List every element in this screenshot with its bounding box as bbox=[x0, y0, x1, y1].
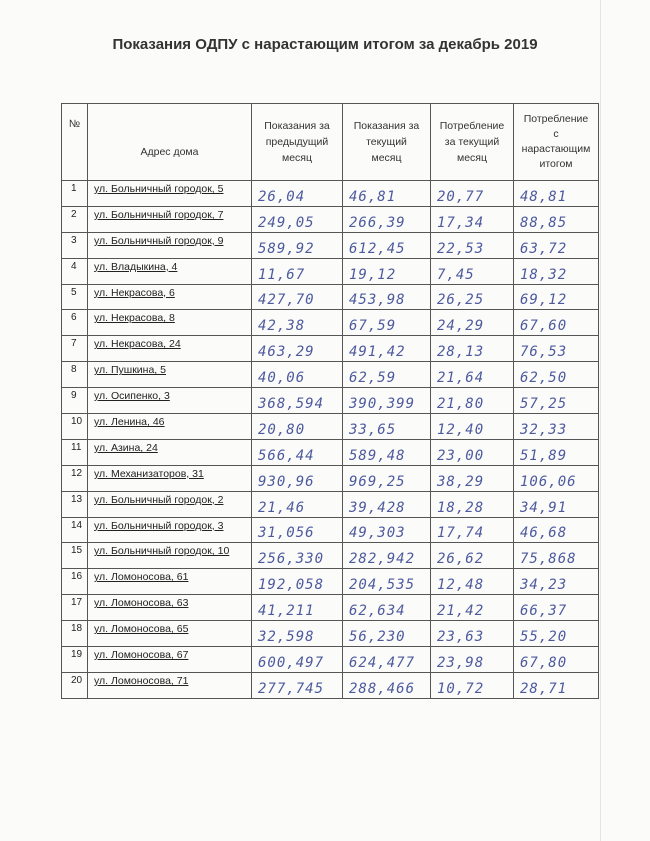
row-number: 2 bbox=[62, 206, 88, 232]
row-cumulative: 34,91 bbox=[514, 491, 599, 517]
row-cumulative: 28,71 bbox=[514, 672, 599, 698]
row-number: 11 bbox=[62, 439, 88, 465]
row-cumulative: 76,53 bbox=[514, 336, 599, 362]
row-prev-reading: 463,29 bbox=[252, 336, 343, 362]
row-address: ул. Ломоносова, 67 bbox=[88, 647, 252, 673]
row-prev-reading: 32,598 bbox=[252, 621, 343, 647]
row-cumulative: 66,37 bbox=[514, 595, 599, 621]
row-consumption: 17,74 bbox=[431, 517, 514, 543]
row-number: 14 bbox=[62, 517, 88, 543]
row-cumulative: 34,23 bbox=[514, 569, 599, 595]
row-curr-reading: 62,634 bbox=[343, 595, 431, 621]
row-prev-reading: 42,38 bbox=[252, 310, 343, 336]
row-curr-reading: 589,48 bbox=[343, 439, 431, 465]
row-consumption: 21,80 bbox=[431, 388, 514, 414]
row-cumulative: 18,32 bbox=[514, 258, 599, 284]
row-number: 19 bbox=[62, 647, 88, 673]
row-prev-reading: 368,594 bbox=[252, 388, 343, 414]
row-consumption: 23,98 bbox=[431, 647, 514, 673]
row-address: ул. Больничный городок, 2 bbox=[88, 491, 252, 517]
row-curr-reading: 19,12 bbox=[343, 258, 431, 284]
header-cumulative: Потребление с нарастающим итогом bbox=[514, 104, 599, 181]
row-curr-reading: 288,466 bbox=[343, 672, 431, 698]
row-prev-reading: 26,04 bbox=[252, 181, 343, 207]
row-prev-reading: 427,70 bbox=[252, 284, 343, 310]
row-prev-reading: 41,211 bbox=[252, 595, 343, 621]
table-row bbox=[62, 362, 599, 388]
row-address: ул. Больничный городок, 7 bbox=[88, 206, 252, 232]
header-consumption: Потребление за текущий месяц bbox=[431, 104, 514, 181]
row-address: ул. Ломоносова, 63 bbox=[88, 595, 252, 621]
table-row bbox=[62, 310, 599, 336]
row-curr-reading: 46,81 bbox=[343, 181, 431, 207]
row-consumption: 23,00 bbox=[431, 439, 514, 465]
header-curr: Показания за текущий месяц bbox=[343, 104, 431, 181]
row-consumption: 18,28 bbox=[431, 491, 514, 517]
row-address: ул. Ломоносова, 71 bbox=[88, 672, 252, 698]
table-row bbox=[62, 414, 599, 440]
table-row bbox=[62, 232, 599, 258]
table-row bbox=[62, 491, 599, 517]
table-row bbox=[62, 465, 599, 491]
table-row bbox=[62, 569, 599, 595]
row-curr-reading: 49,303 bbox=[343, 517, 431, 543]
row-cumulative: 63,72 bbox=[514, 232, 599, 258]
row-consumption: 21,42 bbox=[431, 595, 514, 621]
row-curr-reading: 204,535 bbox=[343, 569, 431, 595]
row-address: ул. Осипенко, 3 bbox=[88, 388, 252, 414]
row-consumption: 24,29 bbox=[431, 310, 514, 336]
row-prev-reading: 930,96 bbox=[252, 465, 343, 491]
table-row bbox=[62, 621, 599, 647]
row-prev-reading: 31,056 bbox=[252, 517, 343, 543]
row-number: 1 bbox=[62, 181, 88, 207]
row-prev-reading: 11,67 bbox=[252, 258, 343, 284]
table-row bbox=[62, 517, 599, 543]
row-number: 16 bbox=[62, 569, 88, 595]
row-address: ул. Пушкина, 5 bbox=[88, 362, 252, 388]
row-prev-reading: 249,05 bbox=[252, 206, 343, 232]
row-cumulative: 55,20 bbox=[514, 621, 599, 647]
row-prev-reading: 256,330 bbox=[252, 543, 343, 569]
row-number: 12 bbox=[62, 465, 88, 491]
row-consumption: 38,29 bbox=[431, 465, 514, 491]
row-curr-reading: 624,477 bbox=[343, 647, 431, 673]
row-address: ул. Ленина, 46 bbox=[88, 414, 252, 440]
row-prev-reading: 21,46 bbox=[252, 491, 343, 517]
table-header-row bbox=[62, 104, 599, 181]
table-row bbox=[62, 439, 599, 465]
row-curr-reading: 612,45 bbox=[343, 232, 431, 258]
row-address: ул. Некрасова, 6 bbox=[88, 284, 252, 310]
row-address: ул. Ломоносова, 61 bbox=[88, 569, 252, 595]
row-number: 3 bbox=[62, 232, 88, 258]
table-row bbox=[62, 336, 599, 362]
row-prev-reading: 40,06 bbox=[252, 362, 343, 388]
row-number: 15 bbox=[62, 543, 88, 569]
header-address: Адрес дома bbox=[88, 104, 252, 181]
row-curr-reading: 491,42 bbox=[343, 336, 431, 362]
table-row bbox=[62, 284, 599, 310]
row-number: 10 bbox=[62, 414, 88, 440]
row-number: 4 bbox=[62, 258, 88, 284]
row-prev-reading: 277,745 bbox=[252, 672, 343, 698]
row-address: ул. Механизаторов, 31 bbox=[88, 465, 252, 491]
row-cumulative: 46,68 bbox=[514, 517, 599, 543]
table-row bbox=[62, 181, 599, 207]
row-prev-reading: 600,497 bbox=[252, 647, 343, 673]
row-consumption: 28,13 bbox=[431, 336, 514, 362]
row-curr-reading: 453,98 bbox=[343, 284, 431, 310]
row-number: 6 bbox=[62, 310, 88, 336]
table-row bbox=[62, 206, 599, 232]
row-consumption: 22,53 bbox=[431, 232, 514, 258]
row-address: ул. Некрасова, 24 bbox=[88, 336, 252, 362]
table-row bbox=[62, 595, 599, 621]
row-curr-reading: 282,942 bbox=[343, 543, 431, 569]
row-curr-reading: 62,59 bbox=[343, 362, 431, 388]
row-prev-reading: 192,058 bbox=[252, 569, 343, 595]
row-consumption: 21,64 bbox=[431, 362, 514, 388]
table-row bbox=[62, 647, 599, 673]
row-consumption: 10,72 bbox=[431, 672, 514, 698]
row-curr-reading: 390,399 bbox=[343, 388, 431, 414]
row-consumption: 17,34 bbox=[431, 206, 514, 232]
meter-readings-table bbox=[61, 103, 599, 699]
row-cumulative: 32,33 bbox=[514, 414, 599, 440]
row-consumption: 26,25 bbox=[431, 284, 514, 310]
row-number: 17 bbox=[62, 595, 88, 621]
row-curr-reading: 39,428 bbox=[343, 491, 431, 517]
row-cumulative: 106,06 bbox=[514, 465, 599, 491]
row-number: 20 bbox=[62, 672, 88, 698]
row-curr-reading: 67,59 bbox=[343, 310, 431, 336]
row-address: ул. Владыкина, 4 bbox=[88, 258, 252, 284]
table-row bbox=[62, 388, 599, 414]
row-cumulative: 88,85 bbox=[514, 206, 599, 232]
row-cumulative: 51,89 bbox=[514, 439, 599, 465]
row-cumulative: 57,25 bbox=[514, 388, 599, 414]
table-row bbox=[62, 258, 599, 284]
page-edge bbox=[600, 0, 601, 841]
row-prev-reading: 566,44 bbox=[252, 439, 343, 465]
row-cumulative: 67,80 bbox=[514, 647, 599, 673]
row-number: 5 bbox=[62, 284, 88, 310]
row-curr-reading: 969,25 bbox=[343, 465, 431, 491]
row-consumption: 7,45 bbox=[431, 258, 514, 284]
row-address: ул. Некрасова, 8 bbox=[88, 310, 252, 336]
row-number: 18 bbox=[62, 621, 88, 647]
row-address: ул. Больничный городок, 10 bbox=[88, 543, 252, 569]
row-consumption: 12,48 bbox=[431, 569, 514, 595]
row-address: ул. Ломоносова, 65 bbox=[88, 621, 252, 647]
table-row bbox=[62, 672, 599, 698]
row-number: 9 bbox=[62, 388, 88, 414]
row-cumulative: 67,60 bbox=[514, 310, 599, 336]
row-curr-reading: 56,230 bbox=[343, 621, 431, 647]
table-row bbox=[62, 543, 599, 569]
header-num: № bbox=[62, 104, 88, 181]
row-address: ул. Азина, 24 bbox=[88, 439, 252, 465]
row-address: ул. Больничный городок, 3 bbox=[88, 517, 252, 543]
row-number: 7 bbox=[62, 336, 88, 362]
row-cumulative: 62,50 bbox=[514, 362, 599, 388]
header-prev: Показания за предыдущий месяц bbox=[252, 104, 343, 181]
row-cumulative: 48,81 bbox=[514, 181, 599, 207]
row-prev-reading: 20,80 bbox=[252, 414, 343, 440]
table-body bbox=[62, 181, 599, 699]
row-curr-reading: 266,39 bbox=[343, 206, 431, 232]
row-consumption: 20,77 bbox=[431, 181, 514, 207]
row-curr-reading: 33,65 bbox=[343, 414, 431, 440]
row-prev-reading: 589,92 bbox=[252, 232, 343, 258]
row-number: 8 bbox=[62, 362, 88, 388]
row-address: ул. Больничный городок, 9 bbox=[88, 232, 252, 258]
row-number: 13 bbox=[62, 491, 88, 517]
document-title: Показания ОДПУ с нарастающим итогом за декабрь 2019 bbox=[112, 36, 538, 53]
row-consumption: 26,62 bbox=[431, 543, 514, 569]
row-consumption: 23,63 bbox=[431, 621, 514, 647]
row-address: ул. Больничный городок, 5 bbox=[88, 181, 252, 207]
row-cumulative: 69,12 bbox=[514, 284, 599, 310]
row-cumulative: 75,868 bbox=[514, 543, 599, 569]
row-consumption: 12,40 bbox=[431, 414, 514, 440]
